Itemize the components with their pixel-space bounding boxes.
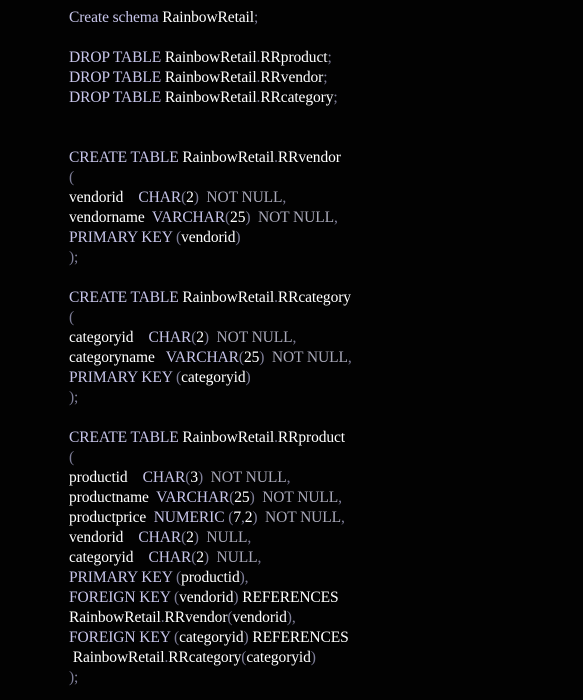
code-token-identifier: vendorid	[179, 589, 234, 606]
code-token-identifier: RainbowRetail	[182, 289, 275, 306]
code-token-identifier: productname	[69, 489, 157, 506]
code-token-punctuation: (	[181, 529, 187, 546]
code-line	[69, 588, 339, 608]
code-token-keyword: FOREIGN KEY	[69, 589, 174, 606]
code-token-punctuation: .	[164, 649, 169, 666]
code-token-constraint: NOT NULL	[265, 509, 342, 526]
code-token-keyword: VARCHAR	[151, 209, 225, 226]
code-token-identifier: RainbowRetail	[162, 9, 254, 26]
code-token-punctuation: .	[274, 149, 278, 166]
code-token-identifier: RainbowRetail	[164, 69, 257, 86]
code-token-keyword: VARCHAR	[165, 349, 239, 366]
code-line	[69, 528, 251, 548]
code-token-punctuation: ,	[341, 509, 345, 526]
code-token-punctuation: .	[160, 609, 165, 626]
code-line	[69, 668, 78, 688]
code-line	[69, 228, 240, 248]
code-token-constraint: NOT NULL	[271, 349, 348, 366]
code-token-keyword: DROP TABLE	[69, 89, 165, 106]
code-token-punctuation: (	[181, 189, 187, 206]
code-token-punctuation: ;	[327, 49, 332, 66]
code-token-identifier: RRproduct	[260, 49, 328, 66]
code-token-keyword: VARCHAR	[156, 489, 230, 506]
code-token-identifier: RainbowRetail	[69, 609, 161, 626]
code-line	[69, 188, 286, 208]
code-token-identifier: RRvendor	[164, 609, 228, 626]
code-token-punctuation: );	[69, 389, 79, 406]
code-token-keyword: CHAR	[148, 549, 192, 566]
code-token-constraint: NULL	[206, 529, 248, 546]
code-token-identifier: vendorid	[232, 609, 287, 626]
code-line	[69, 148, 341, 168]
code-token-punctuation: (	[176, 229, 182, 246]
code-line	[69, 68, 327, 88]
code-token-identifier: categoryid	[179, 629, 244, 646]
code-token-keyword: NUMERIC	[153, 509, 229, 526]
code-token-punctuation: (	[238, 349, 244, 366]
code-token-punctuation: )	[193, 189, 207, 206]
code-token-identifier: 25	[234, 489, 250, 506]
code-token-keyword: CHAR	[138, 189, 182, 206]
code-token-keyword: PRIMARY KEY	[69, 369, 177, 386]
code-token-punctuation: ,	[333, 209, 338, 226]
code-line	[69, 368, 251, 388]
code-token-identifier: categoryname	[69, 349, 166, 366]
code-token-punctuation: (	[176, 369, 182, 386]
code-token-identifier: RainbowRetail	[182, 429, 275, 446]
code-token-identifier: categoryid	[69, 329, 149, 346]
code-token-identifier: categoryid	[69, 549, 149, 566]
code-token-keyword: CHAR	[142, 469, 186, 486]
code-token-punctuation: (	[241, 649, 247, 666]
code-token-punctuation: ,	[257, 549, 262, 566]
code-token-constraint: NOT NULL	[210, 469, 287, 486]
code-token-punctuation: );	[69, 669, 79, 686]
code-line	[69, 468, 290, 488]
code-token-punctuation: (	[229, 489, 235, 506]
code-token-identifier: RainbowRetail	[69, 649, 165, 666]
code-token-keyword: CREATE TABLE	[69, 289, 183, 306]
code-token-identifier: categoryid	[246, 649, 311, 666]
code-token-punctuation: .	[274, 429, 278, 446]
code-token-identifier: RRvendor	[277, 149, 341, 166]
code-line	[69, 348, 352, 368]
code-token-identifier: categoryid	[181, 369, 246, 386]
code-line	[69, 648, 316, 668]
code-token-identifier: 3	[190, 469, 198, 486]
code-token-identifier: 2	[186, 189, 194, 206]
code-token-punctuation: ;	[253, 9, 259, 26]
code-token-keyword: DROP TABLE	[69, 69, 165, 86]
code-token-keyword: DROP TABLE	[69, 49, 165, 66]
code-token-punctuation: (	[224, 209, 231, 226]
code-token-keyword: CHAR	[148, 329, 192, 346]
code-token-punctuation: )	[203, 329, 217, 346]
code-line	[69, 488, 342, 508]
code-token-punctuation: (	[174, 589, 180, 606]
code-token-keyword: FOREIGN KEY	[69, 629, 174, 646]
code-line	[69, 328, 296, 348]
code-token-punctuation: ;	[333, 89, 338, 106]
code-token-punctuation: ,	[286, 469, 291, 486]
code-line	[69, 308, 74, 328]
code-token-punctuation: )	[245, 369, 251, 386]
code-token-punctuation: (	[228, 509, 234, 526]
code-token-keyword: PRIMARY KEY	[69, 229, 177, 246]
code-token-keyword: Create schema	[69, 9, 163, 26]
code-token-punctuation: ,	[282, 189, 287, 206]
code-token-punctuation: (	[69, 449, 75, 466]
code-line	[69, 448, 74, 468]
code-line	[69, 508, 345, 528]
code-token-identifier: 2	[186, 529, 194, 546]
code-token-punctuation: ,	[338, 489, 342, 506]
code-token-punctuation: (	[69, 309, 75, 326]
code-token-constraint: NOT NULL	[257, 209, 334, 226]
code-line	[69, 248, 78, 268]
code-token-punctuation: ),	[286, 609, 296, 626]
code-token-punctuation: (	[227, 609, 233, 626]
code-token-punctuation: )	[203, 549, 217, 566]
code-token-identifier: REFERENCES	[242, 589, 339, 606]
code-token-identifier: vendorname	[69, 209, 152, 226]
code-token-constraint: NOT NULL	[216, 329, 293, 346]
code-token-constraint: NOT NULL	[206, 189, 283, 206]
code-token-identifier: vendorid	[69, 189, 139, 206]
code-token-punctuation: )	[235, 229, 241, 246]
code-token-punctuation: ,	[292, 329, 297, 346]
code-line	[69, 428, 345, 448]
code-token-keyword: CREATE TABLE	[69, 149, 183, 166]
code-token-keyword: PRIMARY KEY	[69, 569, 177, 586]
code-token-punctuation: .	[256, 89, 261, 106]
code-token-identifier: RainbowRetail	[182, 149, 275, 166]
code-token-punctuation: (	[174, 629, 180, 646]
code-token-identifier: vendorid	[181, 229, 236, 246]
code-token-identifier: RRcategory	[277, 289, 351, 306]
code-token-punctuation: ;	[323, 69, 328, 86]
code-token-keyword: CREATE TABLE	[69, 429, 183, 446]
code-token-punctuation: )	[249, 489, 263, 506]
code-token-identifier: RainbowRetail	[164, 49, 257, 66]
code-token-punctuation: )	[243, 629, 253, 646]
code-token-punctuation: ,	[240, 509, 245, 526]
code-token-punctuation: (	[69, 169, 75, 186]
code-line	[69, 568, 248, 588]
code-token-identifier: productprice	[69, 509, 154, 526]
code-token-punctuation: ,	[347, 349, 352, 366]
code-token-identifier: RainbowRetail	[164, 89, 257, 106]
code-token-constraint: NULL	[216, 549, 258, 566]
code-token-identifier: 2	[196, 329, 204, 346]
code-token-punctuation: .	[274, 289, 278, 306]
code-token-identifier: 25	[230, 209, 246, 226]
code-token-punctuation: (	[191, 329, 197, 346]
code-line	[69, 548, 261, 568]
code-line	[69, 88, 338, 108]
code-token-identifier: 7	[233, 509, 241, 526]
code-token-punctuation: .	[256, 49, 261, 66]
code-token-identifier: productid	[69, 469, 143, 486]
code-token-punctuation: ),	[239, 569, 249, 586]
code-line	[69, 48, 332, 68]
code-token-punctuation: )	[198, 469, 211, 486]
code-line	[69, 628, 349, 648]
code-token-identifier: vendorid	[69, 529, 139, 546]
code-token-identifier: RRproduct	[277, 429, 346, 446]
code-token-keyword: CHAR	[138, 529, 182, 546]
code-line	[69, 608, 296, 628]
code-token-identifier: 2	[196, 549, 204, 566]
code-token-identifier: productid	[181, 569, 240, 586]
code-token-punctuation: (	[191, 549, 197, 566]
code-token-punctuation: )	[252, 509, 266, 526]
code-token-punctuation: )	[193, 529, 207, 546]
code-token-punctuation: .	[256, 69, 261, 86]
code-token-identifier: 2	[244, 509, 253, 526]
code-line	[69, 8, 258, 28]
code-token-identifier: RRcategory	[168, 649, 242, 666]
code-token-punctuation: );	[69, 249, 79, 266]
code-line	[69, 288, 351, 308]
code-token-punctuation: )	[259, 349, 272, 366]
code-line	[69, 208, 338, 228]
code-token-punctuation: )	[245, 209, 258, 226]
code-token-punctuation: (	[176, 569, 182, 586]
code-token-punctuation: )	[233, 589, 243, 606]
code-token-identifier: 25	[243, 349, 260, 366]
code-token-identifier: REFERENCES	[252, 629, 349, 646]
code-token-punctuation: ,	[247, 529, 252, 546]
code-token-identifier: RRvendor	[260, 69, 324, 86]
code-token-identifier: RRcategory	[260, 89, 334, 106]
code-line	[69, 168, 74, 188]
code-token-punctuation: (	[185, 469, 191, 486]
code-token-constraint: NOT NULL	[262, 489, 339, 506]
code-token-punctuation: )	[310, 649, 316, 666]
code-line	[69, 388, 78, 408]
